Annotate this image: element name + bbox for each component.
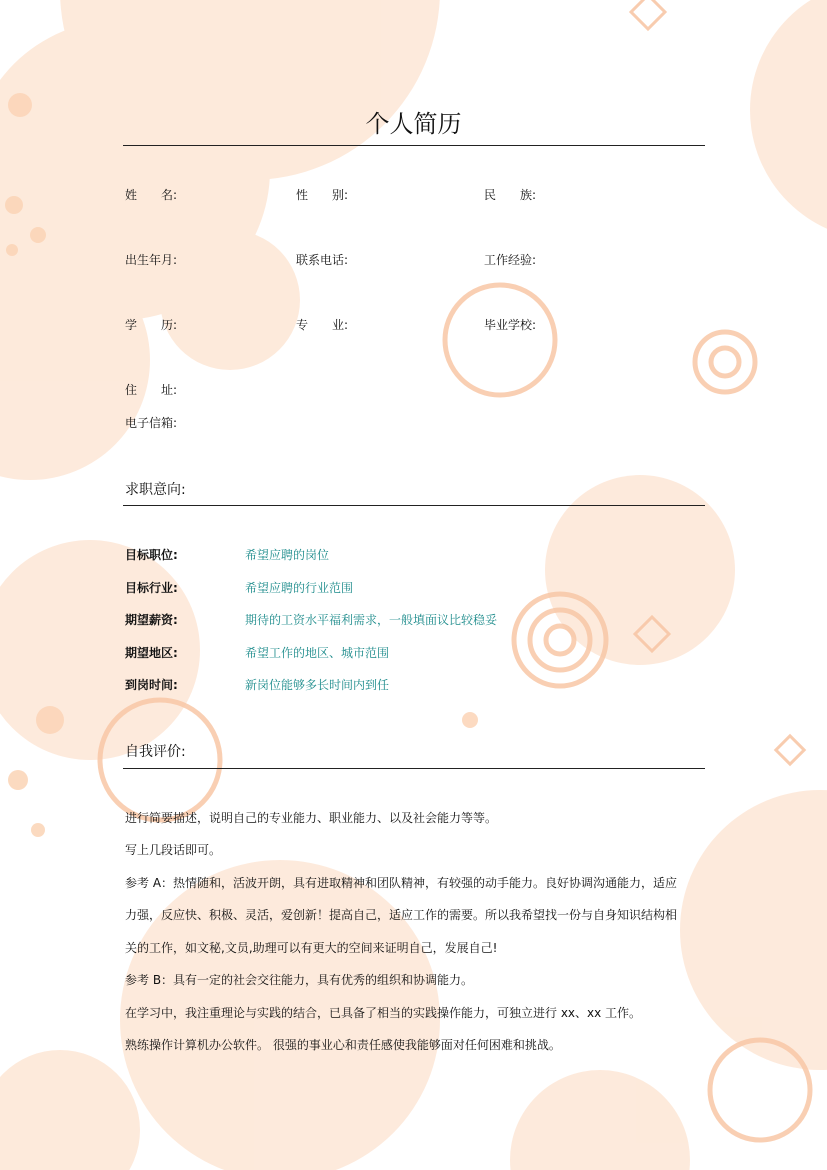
field-phone: 联系电话: xyxy=(296,253,349,267)
field-education: 学 历: xyxy=(125,318,178,332)
intent-label: 期望地区: xyxy=(125,646,178,660)
self-line: 力强，反应快、积极、灵活，爱创新！提高自己，适应工作的需要。所以我希望找一份与自身知识结构相 xyxy=(125,908,678,922)
intent-divider xyxy=(123,505,705,506)
field-birth: 出生年月: xyxy=(125,253,178,267)
self-line: 关的工作，如文秘,文员,助理可以有更大的空间来证明自己，发展自己! xyxy=(125,941,498,955)
self-line: 在学习中，我注重理论与实践的结合，已具备了相当的实践操作能力，可独立进行 xx、xx 工作。 xyxy=(125,1006,642,1020)
intent-label: 到岗时间: xyxy=(125,678,178,692)
self-line: 参考 B：具有一定的社会交往能力，具有优秀的组织和协调能力。 xyxy=(125,973,474,987)
self-line: 写上几段话即可。 xyxy=(125,843,222,857)
intent-value: 希望应聘的岗位 xyxy=(245,548,330,562)
field-gender: 性 别: xyxy=(296,188,349,202)
page-title: 个人简历 xyxy=(365,110,462,138)
field-experience: 工作经验: xyxy=(484,253,537,267)
self-divider xyxy=(123,768,705,769)
self-heading: 自我评价: xyxy=(125,744,186,760)
intent-value: 希望工作的地区、城市范围 xyxy=(245,646,390,660)
title-divider xyxy=(123,145,705,146)
field-name: 姓 名: xyxy=(125,188,178,202)
field-email: 电子信箱: xyxy=(125,416,178,430)
self-line: 熟练操作计算机办公软件。 很强的事业心和责任感使我能够面对任何困难和挑战。 xyxy=(125,1038,561,1052)
intent-heading: 求职意向: xyxy=(125,482,186,498)
intent-value: 新岗位能够多长时间内到任 xyxy=(245,678,390,692)
self-line: 参考 A：热情随和，活波开朗，具有进取精神和团队精神，有较强的动手能力。良好协调沟通能力，适应 xyxy=(125,876,678,890)
self-line: 进行简要描述，说明自己的专业能力、职业能力、以及社会能力等等。 xyxy=(125,811,498,825)
intent-value: 希望应聘的行业范围 xyxy=(245,581,354,595)
intent-label: 目标行业: xyxy=(125,581,178,595)
field-school: 毕业学校: xyxy=(484,318,537,332)
intent-label: 目标职位: xyxy=(125,548,178,562)
intent-label: 期望薪资: xyxy=(125,613,178,627)
field-ethnicity: 民 族: xyxy=(484,188,537,202)
field-address: 住 址: xyxy=(125,383,178,397)
intent-value: 期待的工资水平福利需求，一般填面议比较稳妥 xyxy=(245,613,498,627)
field-major: 专 业: xyxy=(296,318,349,332)
